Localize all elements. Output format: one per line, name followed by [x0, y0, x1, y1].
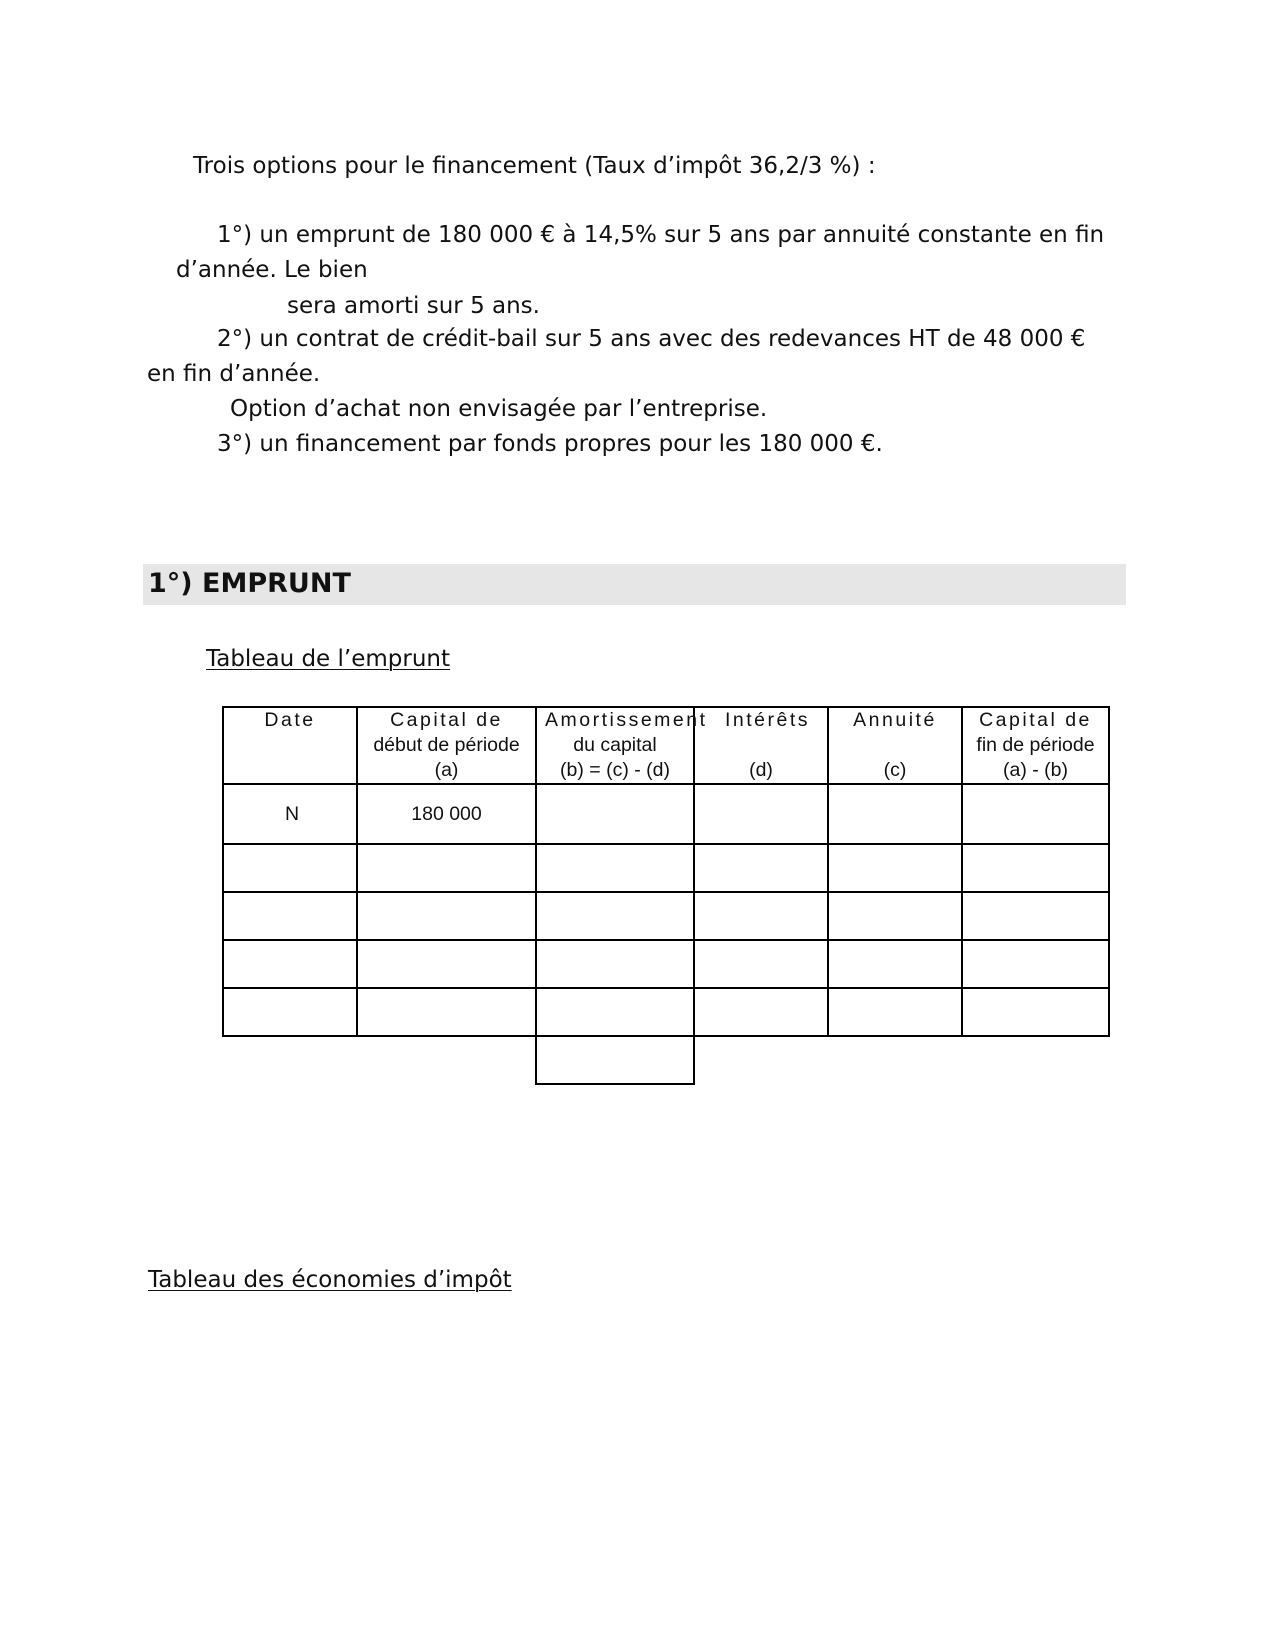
option-1-line-3: sera amorti sur 5 ans.: [287, 293, 540, 319]
header-date: Date: [264, 709, 316, 731]
option-2-line-2: en fin d’année.: [147, 361, 321, 387]
header-amortization-line-3: (b) = (c) - (d): [560, 759, 670, 781]
header-interest-line-1: Intérêts: [725, 709, 811, 731]
table-line-h: [535, 1083, 695, 1085]
option-2-line-3: Option d’achat non envisagée par l’entreprise.: [230, 396, 768, 422]
table-line-v: [222, 706, 224, 1037]
option-3-line-1: 3°) un financement par fonds propres pour les 180 000 €.: [217, 431, 883, 457]
tax-savings-table-title: Tableau des économies d’impôt: [148, 1267, 512, 1293]
header-capital-end-line-1: Capital de: [979, 709, 1092, 731]
header-capital-start-line-3: (a): [434, 759, 459, 781]
header-amortization-line-2: du capital: [573, 734, 657, 756]
header-amortization-line-1: Amortissement: [545, 709, 708, 731]
row-1-date: N: [284, 803, 300, 825]
loan-table-title: Tableau de l’emprunt: [206, 646, 451, 672]
table-line-v: [1108, 706, 1110, 1037]
header-annuity-line-1: Annuité: [853, 709, 937, 731]
table-line-v: [827, 706, 829, 1037]
header-capital-start-line-2: début de période: [373, 734, 520, 756]
option-1-line-2: d’année. Le bien: [176, 257, 368, 283]
section-title: 1°) EMPRUNT: [148, 568, 351, 599]
header-capital-end-line-3: (a) - (b): [1003, 759, 1068, 781]
intro-title: Trois options pour le financement (Taux d’impôt 36,2/3 %) :: [193, 153, 876, 179]
header-capital-end-line-2: fin de période: [976, 734, 1095, 756]
header-capital-start-line-1: Capital de: [390, 709, 503, 731]
header-annuity-line-3: (c): [883, 759, 907, 781]
option-2-line-1: 2°) un contrat de crédit-bail sur 5 ans avec des redevances HT de 48 000 €: [217, 326, 1086, 352]
row-1-capital-start: 180 000: [411, 803, 482, 825]
option-1-line-1: 1°) un emprunt de 180 000 € à 14,5% sur 5 ans par annuité constante en fin: [217, 222, 1105, 248]
header-interest-line-3: (d): [749, 759, 773, 781]
